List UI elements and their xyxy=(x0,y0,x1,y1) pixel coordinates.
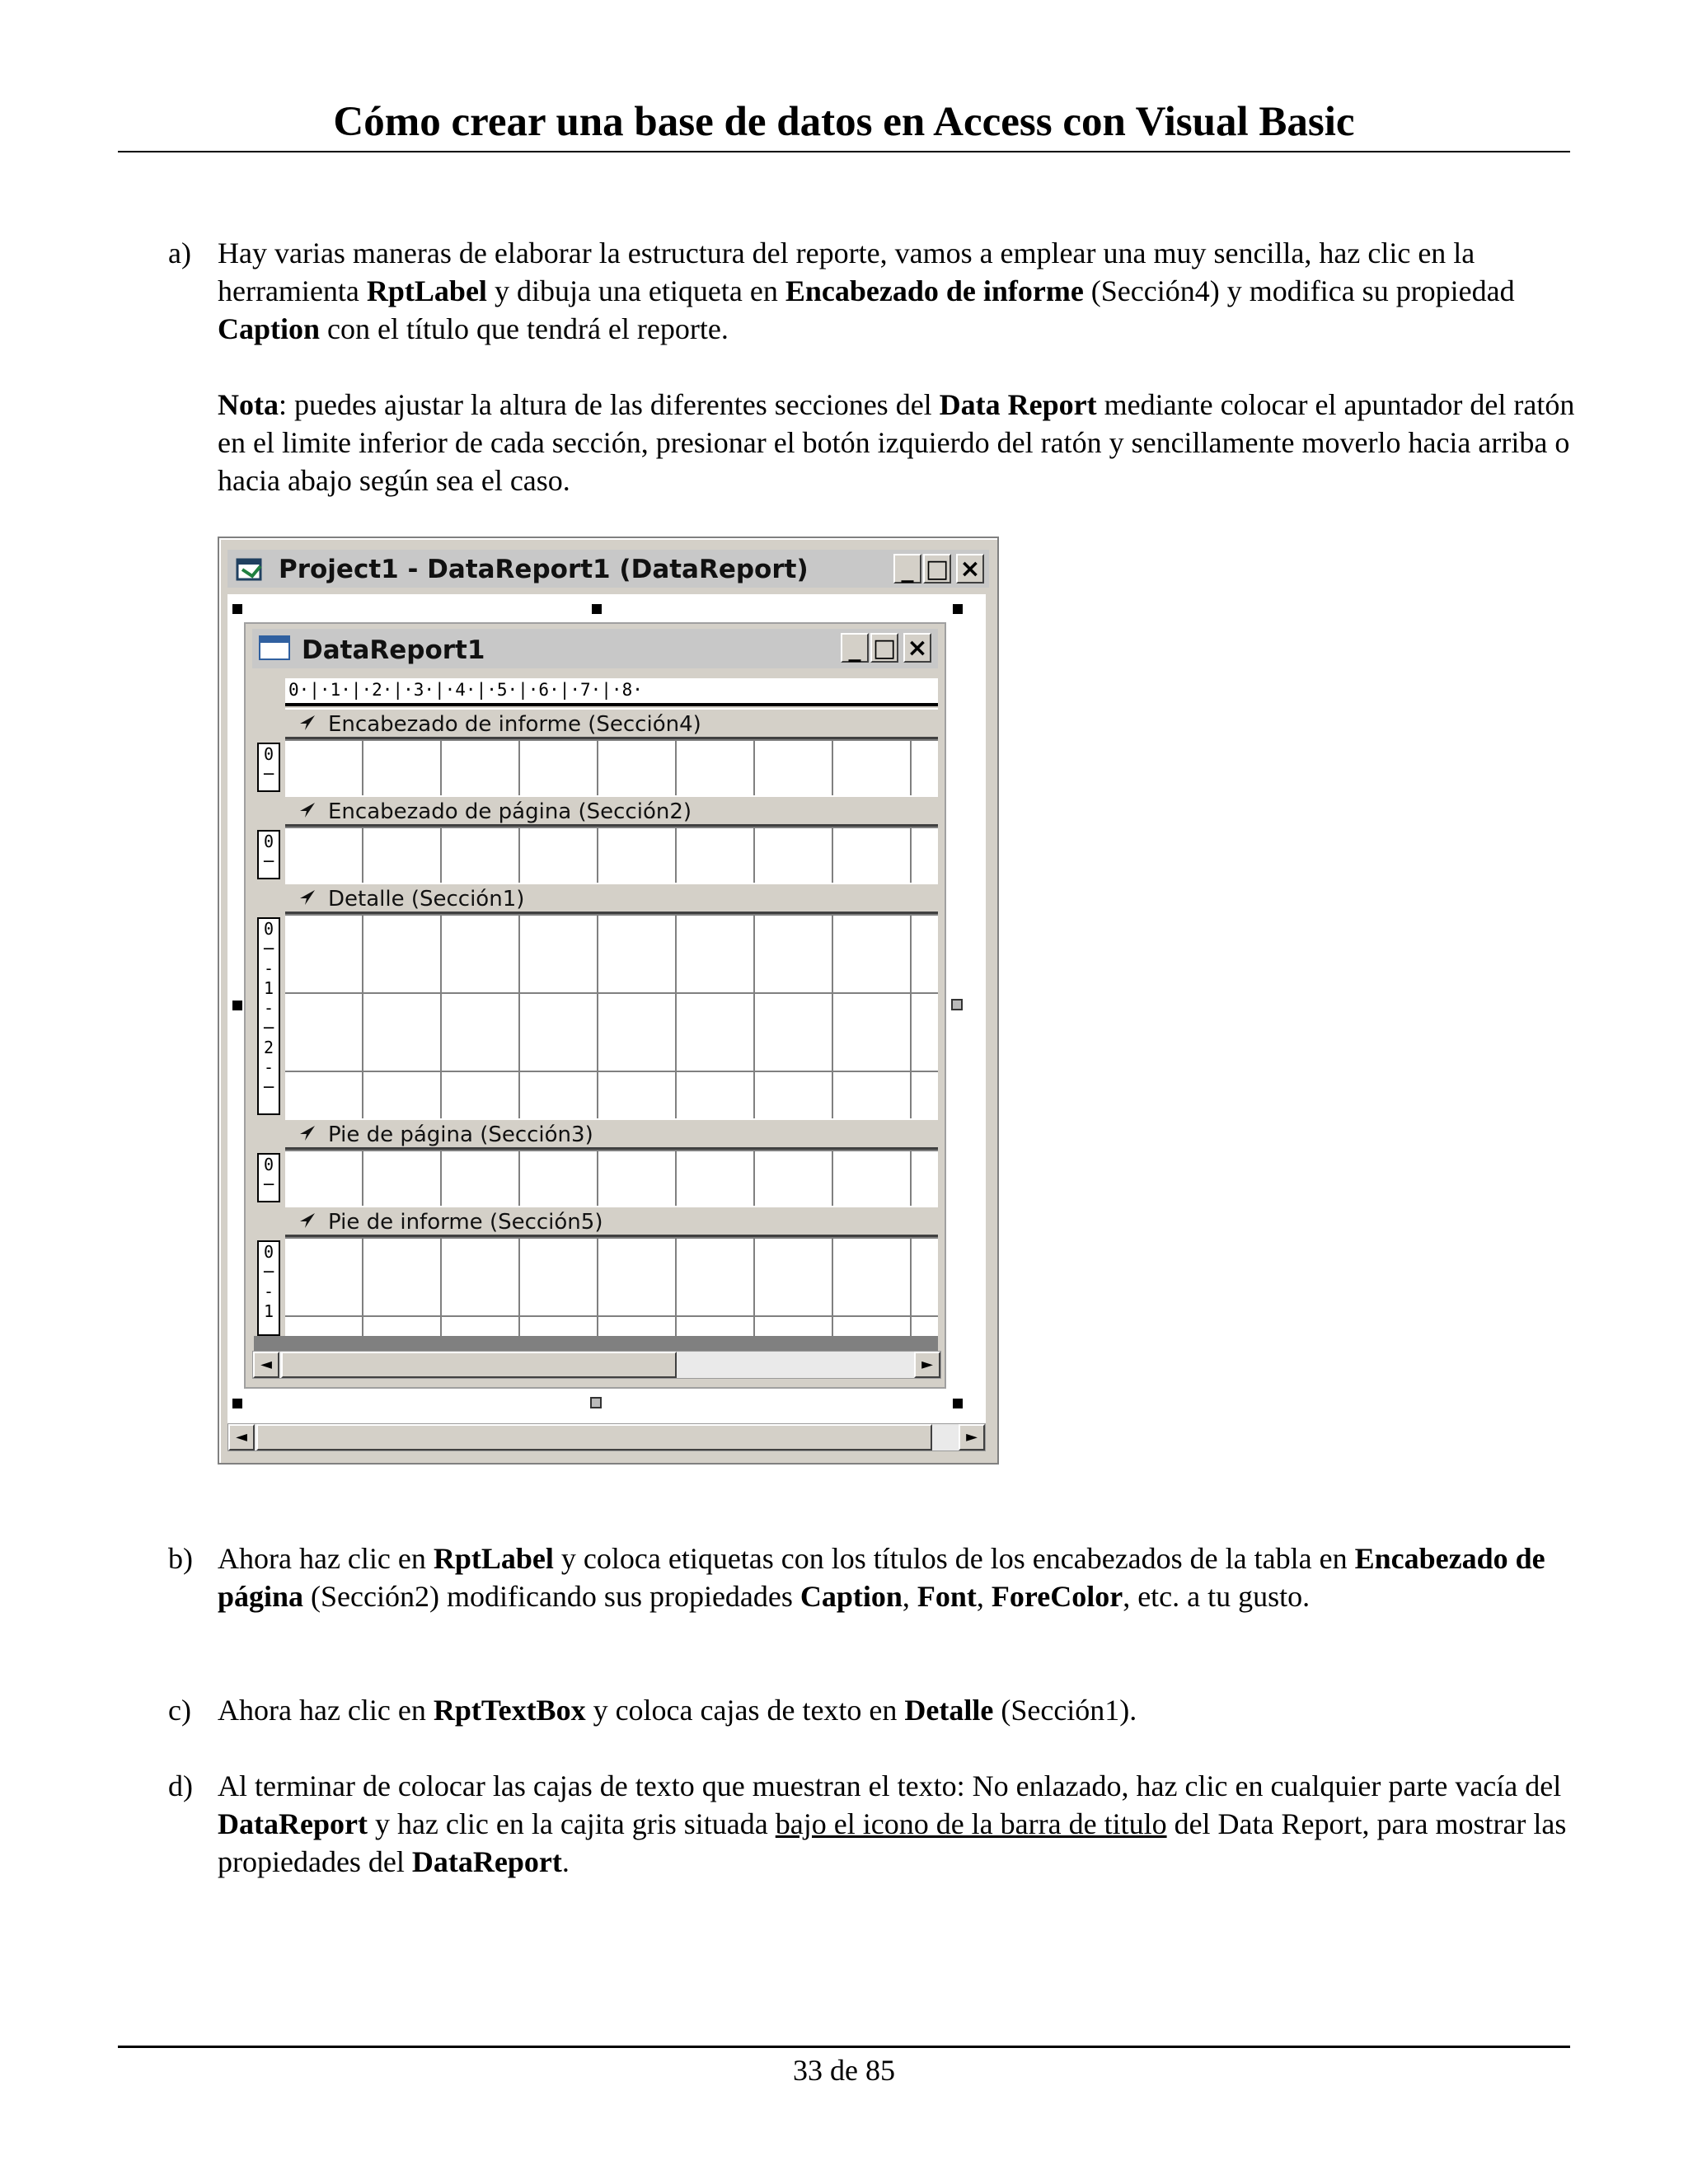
resize-handle[interactable] xyxy=(232,1001,242,1010)
section-body-page-header[interactable] xyxy=(285,827,938,883)
datareport-icon[interactable] xyxy=(259,635,290,660)
datareport-titlebar[interactable] xyxy=(252,629,938,668)
horizontal-ruler-marks: 0·|·1·|·2·|·3·|·4·|·5·|·6·|·7·|·8· xyxy=(288,680,643,700)
vertical-ruler: 0 ─ xyxy=(257,830,280,879)
list-item-c xyxy=(168,1691,1586,1729)
item-text: Ahora haz clic en RptLabel y coloca etiquetas con los títulos de los encabezados de la tabla en Encabezado de página (Sección2) modificando sus propiedades Caption, Font, ForeColor, etc. a tu gusto. xyxy=(218,1542,1545,1613)
section-bar-detail[interactable] xyxy=(285,883,938,914)
vertical-ruler: 0 ─ xyxy=(257,1153,280,1202)
resize-handle[interactable] xyxy=(232,1399,242,1408)
scroll-right-button[interactable]: ► xyxy=(959,1424,985,1451)
scroll-left-button[interactable]: ◄ xyxy=(228,1424,255,1451)
close-button[interactable]: × xyxy=(903,633,931,663)
item-marker: d) xyxy=(168,1769,193,1802)
item-text: Hay varias maneras de elaborar la estructura del reporte, vamos a emplear una muy sencilla, haz clic en la herramienta RptLabel y dibuja una etiqueta en Encabezado de informe (Sección4) y modifica su propiedad Caption con el título que tendrá el reporte. xyxy=(218,237,1515,345)
report-designer xyxy=(254,677,938,1336)
page-header-title: Cómo crear una base de datos en Access con Visual Basic xyxy=(333,99,1355,145)
section-label: Encabezado de informe (Sección4) xyxy=(328,712,701,737)
maximize-button[interactable]: □ xyxy=(923,554,951,583)
resize-handle[interactable] xyxy=(232,604,242,614)
project-window-titlebar[interactable] xyxy=(227,550,989,588)
scroll-right-button[interactable]: ► xyxy=(914,1352,940,1378)
section-label: Detalle (Sección1) xyxy=(328,887,525,912)
item-marker: c) xyxy=(168,1694,191,1727)
minimize-button[interactable]: _ xyxy=(893,554,921,583)
resize-handle[interactable] xyxy=(953,604,963,614)
page-number: 33 de 85 xyxy=(793,2054,895,2087)
list-item-a xyxy=(168,234,1586,348)
section-arrow-icon xyxy=(298,801,316,819)
vertical-ruler: 0 ─ - 1 xyxy=(257,1240,280,1336)
section-bar-page-footer[interactable] xyxy=(285,1118,938,1150)
close-button[interactable]: × xyxy=(956,554,984,583)
section-label: Encabezado de página (Sección2) xyxy=(328,799,692,824)
scroll-left-button[interactable]: ◄ xyxy=(253,1352,279,1378)
section-label: Pie de página (Sección3) xyxy=(328,1122,593,1147)
outer-horizontal-scrollbar[interactable] xyxy=(227,1423,986,1451)
resize-handle[interactable] xyxy=(590,1397,602,1408)
minimize-button[interactable]: _ xyxy=(841,633,869,663)
vertical-ruler: 0 ─ - 1 - ─ 2 - ─ xyxy=(257,917,280,1115)
scroll-thumb[interactable] xyxy=(281,1352,677,1378)
maximize-button[interactable]: □ xyxy=(870,633,898,663)
note-paragraph: Nota: puedes ajustar la altura de las diferentes secciones del Data Report mediante colocar el apuntador del ratón en el limite inferior de cada sección, presionar el botón izquierdo del ratón y sencillamente moverlo hacia arriba o hacia abajo según sea el caso. xyxy=(218,388,1575,497)
footer-rule xyxy=(118,2046,1570,2048)
datareport-title: DataReport1 xyxy=(302,635,485,665)
header-rule xyxy=(118,151,1570,152)
section-bar-report-header[interactable] xyxy=(285,708,938,739)
item-marker: b) xyxy=(168,1542,193,1575)
section-bar-page-header[interactable] xyxy=(285,795,938,827)
project-window-title: Project1 - DataReport1 (DataReport) xyxy=(279,555,809,584)
section-body-report-footer[interactable] xyxy=(285,1237,938,1336)
list-item-d xyxy=(168,1767,1586,1881)
resize-handle[interactable] xyxy=(953,1399,963,1408)
datareport-window xyxy=(244,622,946,1389)
section-label: Pie de informe (Sección5) xyxy=(328,1210,603,1235)
section-body-detail[interactable] xyxy=(285,914,938,1118)
project-window xyxy=(218,537,999,1465)
section-arrow-icon xyxy=(298,714,316,732)
datareport-screenshot xyxy=(218,537,997,1463)
item-text: Al terminar de colocar las cajas de texto que muestran el texto: No enlazado, haz clic en cualquier parte vacía del DataReport y haz clic en la cajita gris situada bajo el icono de la barra de titulo del Data Report, para mostrar las propiedades del DataReport. xyxy=(218,1769,1567,1878)
list-item-b xyxy=(168,1540,1586,1615)
section-arrow-icon xyxy=(298,888,316,907)
vertical-ruler: 0 ─ xyxy=(257,743,280,792)
resize-handle[interactable] xyxy=(592,604,602,614)
resize-handle[interactable] xyxy=(951,999,963,1010)
scroll-thumb[interactable] xyxy=(256,1424,932,1451)
designer-bottom-band xyxy=(254,1336,938,1351)
section-body-page-footer[interactable] xyxy=(285,1150,938,1206)
inner-horizontal-scrollbar[interactable] xyxy=(252,1351,941,1379)
item-marker: a) xyxy=(168,237,191,269)
section-arrow-icon xyxy=(298,1124,316,1142)
section-body-report-header[interactable] xyxy=(285,739,938,795)
horizontal-ruler xyxy=(285,678,938,706)
item-text: Ahora haz clic en RptTextBox y coloca cajas de texto en Detalle (Sección1). xyxy=(218,1694,1137,1727)
datareport-app-icon xyxy=(236,556,265,583)
section-bar-report-footer[interactable] xyxy=(285,1206,938,1237)
section-arrow-icon xyxy=(298,1212,316,1230)
